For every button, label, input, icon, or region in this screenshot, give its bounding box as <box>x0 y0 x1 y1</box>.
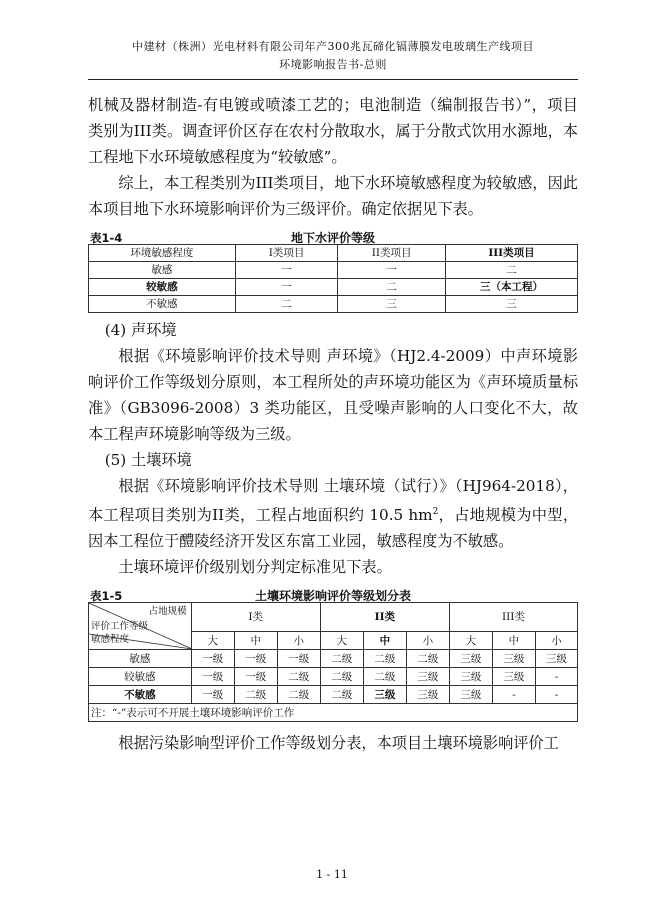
table-note-row <box>89 704 578 722</box>
header-rule <box>88 79 578 80</box>
table-cell: 二级 <box>234 686 277 704</box>
table-cell: 二 <box>445 262 577 279</box>
table-cell: 敏感 <box>89 262 236 279</box>
table-row-label: 较敏感 <box>89 668 192 686</box>
table-cell: 二级 <box>320 668 363 686</box>
table-cell: 一级 <box>191 686 234 704</box>
table-group-header: II类 <box>320 603 449 632</box>
table-cell: 三级 <box>406 686 449 704</box>
table-cell: 二级 <box>363 668 406 686</box>
table-size-header: 小 <box>406 632 449 650</box>
table-size-header: 小 <box>277 632 320 650</box>
table-cell: 二级 <box>277 668 320 686</box>
table-cell: - <box>492 686 535 704</box>
table-row <box>89 650 578 668</box>
table-cell: 二 <box>338 279 446 296</box>
page-header <box>88 38 578 74</box>
table-size-header: 中 <box>234 632 277 650</box>
corner-label-land-scale: 占地规模 <box>148 606 187 618</box>
corner-label-grade: 评价工作等级 <box>91 621 149 633</box>
table-cell: 较敏感 <box>89 279 236 296</box>
table-header-cell: III类项目 <box>445 245 577 262</box>
table-cell: 三级 <box>492 650 535 668</box>
table-cell: 一级 <box>234 668 277 686</box>
table-cell: - <box>535 668 577 686</box>
table-cell: 一 <box>338 262 446 279</box>
paragraph-noise: 根据《环境影响评价技术导则 声环境》（HJ2.4-2009）中声环境影响评价工作等级划分原则，本工程所处的声环境功能区为《声环境质量标准》（GB3096-2008）3 类功能区，且受噪声影响的人口变化不大，故本工程声环境影响等级为三级。 <box>88 347 578 443</box>
header-project-title: 中建材（株洲）光电材料有限公司年产300兆瓦碲化镉薄膜发电玻璃生产线项目 <box>132 40 534 53</box>
page-body <box>88 92 578 756</box>
table-cell: 三 <box>338 296 446 313</box>
table-cell: 二级 <box>320 686 363 704</box>
paragraph-project-category: 机械及器材制造-有电镀或喷漆工艺的；电池制造（编制报告书）”，项目类别为III类。调查评价区存在农村分散取水，属于分散式饮用水源地，本工程地下水环境敏感程度为“较敏感”。 <box>88 96 578 166</box>
table-cell: 三 <box>445 296 577 313</box>
table-cell: 三级 <box>535 650 577 668</box>
paragraph-soil-conclusion: 根据污染影响型评价工作等级划分表，本项目土壤环境影响评价工 <box>118 734 559 753</box>
section-heading-noise: (4) 声环境 <box>104 321 177 339</box>
page-number: 1 - 11 <box>316 868 348 881</box>
table-1-4-caption <box>88 224 578 244</box>
table-groundwater-grade <box>88 244 578 313</box>
table-row-label: 敏感 <box>89 650 192 668</box>
table-size-header: 中 <box>363 632 406 650</box>
table-group-header: I类 <box>191 603 320 632</box>
table-cell: - <box>535 686 577 704</box>
table-1-4-title: 地下水评价等级 <box>290 231 375 245</box>
table-group-header: III类 <box>449 603 577 632</box>
table-size-header: 大 <box>320 632 363 650</box>
table-cell: 一级 <box>191 668 234 686</box>
table-cell: 二级 <box>320 650 363 668</box>
table-row <box>89 668 578 686</box>
table-size-header: 中 <box>492 632 535 650</box>
table-row <box>89 279 578 296</box>
paragraph-groundwater-conclusion: 综上，本工程类别为III类项目，地下水环境敏感程度为较敏感，因此本项目地下水环境影响评价为三级评价。确定依据见下表。 <box>88 174 578 218</box>
table-cell: 三级 <box>492 668 535 686</box>
table-size-header: 小 <box>535 632 577 650</box>
header-report-title: 环境影响报告书-总则 <box>279 58 387 71</box>
table-size-header: 大 <box>191 632 234 650</box>
table-cell: 二级 <box>277 686 320 704</box>
table-cell: 不敏感 <box>89 296 236 313</box>
table-row <box>89 686 578 704</box>
table-cell: 二 <box>235 296 338 313</box>
table-cell: 二级 <box>406 650 449 668</box>
paragraph-soil-text-a: 根据《环境影响评价技术导则 土壤环境（试行）》（HJ964-2018），本工程项目类别为II类，工程占地面积约 10.5 hm <box>88 477 578 525</box>
table-row-label: 不敏感 <box>89 686 192 704</box>
table-cell: 一 <box>235 262 338 279</box>
corner-label-sensitivity: 敏感程度 <box>91 634 130 646</box>
table-cell: 三级 <box>449 686 492 704</box>
table-cell: 三（本工程） <box>445 279 577 296</box>
table-1-5-caption <box>88 582 578 602</box>
table-1-5-title: 土壤环境影响评价等级划分表 <box>254 589 411 604</box>
table-size-header: 大 <box>449 632 492 650</box>
table-cell: 三级 <box>406 668 449 686</box>
table-cell: 三级 <box>363 686 406 704</box>
table-cell: 一 <box>235 279 338 296</box>
table-corner-cell <box>89 603 192 650</box>
table-header-cell: II类项目 <box>338 245 446 262</box>
table-cell: 一级 <box>277 650 320 668</box>
table-header-cell: I类项目 <box>235 245 338 262</box>
table-cell: 三级 <box>449 650 492 668</box>
section-heading-soil: (5) 土壤环境 <box>104 451 192 469</box>
area-unit-superscript: 2 <box>432 507 439 517</box>
table-1-5-number: 表1-5 <box>90 589 123 604</box>
table-cell: 一级 <box>234 650 277 668</box>
table-cell: 二级 <box>363 650 406 668</box>
paragraph-soil <box>88 473 578 554</box>
table-note: 注：“-”表示可不开展土壤环境影响评价工作 <box>89 704 578 722</box>
table-1-4-number: 表1-4 <box>90 231 123 245</box>
table-cell: 一级 <box>191 650 234 668</box>
table-header-cell: 环境敏感程度 <box>89 245 236 262</box>
paragraph-soil-table-intro: 土壤环境评价级别划分判定标准见下表。 <box>118 558 392 577</box>
table-cell: 三级 <box>449 668 492 686</box>
table-row <box>89 262 578 279</box>
paragraph-soil-text-b: ，占地规模为中型，因本工程位于醴陵经济开发区东富工业园，敏感程度为不敏感。 <box>88 506 579 551</box>
table-soil-grade <box>88 602 578 722</box>
table-row <box>89 296 578 313</box>
